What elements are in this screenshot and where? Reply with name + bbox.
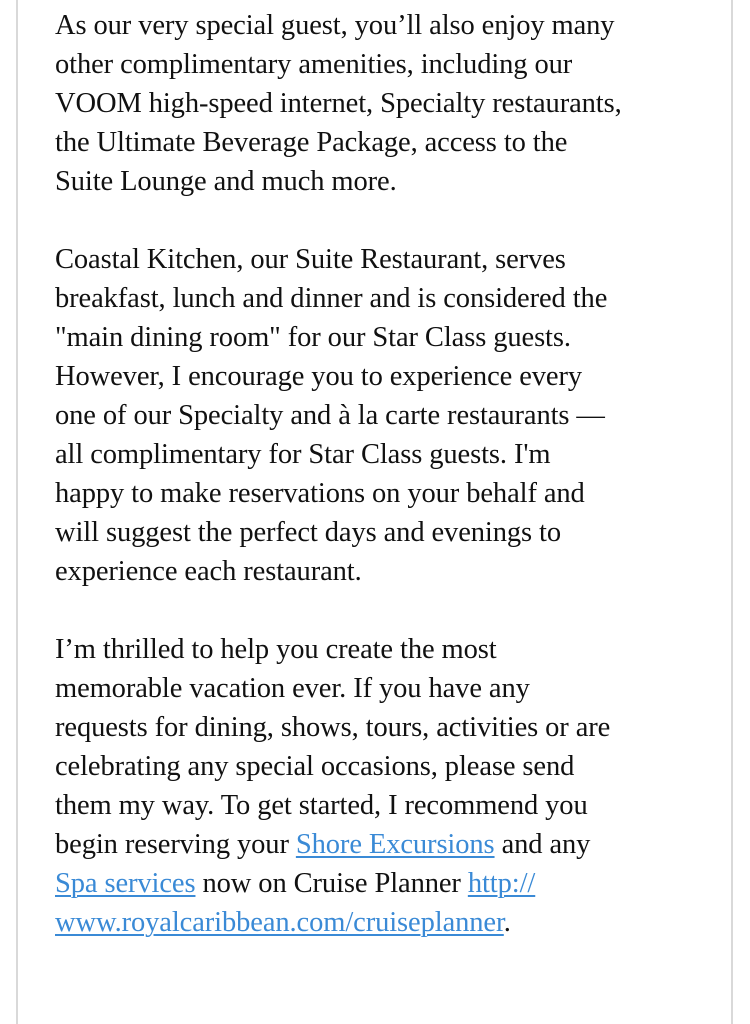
spa-services-link[interactable]: Spa services	[55, 868, 196, 899]
text-line: I’m thrilled to help you create the most	[55, 634, 497, 665]
text-line-cruise-planner-url	[55, 903, 715, 942]
text-line: will suggest the perfect days and evenings to	[55, 517, 561, 548]
paragraph-amenities	[55, 6, 715, 201]
text-line: VOOM high-speed internet, Specialty restaurants,	[55, 88, 622, 119]
email-message-content	[55, 6, 715, 981]
text-line: However, I encourage you to experience every	[55, 361, 582, 392]
text-segment: .	[503, 907, 511, 938]
right-border-rule	[731, 0, 733, 1024]
cruise-planner-url-link-part1[interactable]: http://	[467, 868, 536, 899]
text-line: one of our Specialty and à la carte restaurants —	[55, 400, 605, 431]
text-line: As our very special guest, you’ll also enjoy many	[55, 10, 615, 41]
text-line: happy to make reservations on your behalf and	[55, 478, 585, 509]
text-line: all complimentary for Star Class guests. I'm	[55, 439, 551, 470]
text-line: breakfast, lunch and dinner and is considered the	[55, 283, 608, 314]
text-line: Suite Lounge and much more.	[55, 166, 397, 197]
text-segment: now on Cruise Planner	[195, 868, 468, 899]
text-line: celebrating any special occasions, please send	[55, 751, 575, 782]
text-line-spa-services	[55, 864, 715, 903]
text-line: "main dining room" for our Star Class guests.	[55, 322, 571, 353]
text-line: memorable vacation ever. If you have any	[55, 673, 530, 704]
text-line: experience each restaurant.	[55, 556, 362, 587]
paragraph-planning	[55, 630, 715, 942]
paragraph-dining	[55, 240, 715, 591]
text-line: other complimentary amenities, including our	[55, 49, 573, 80]
left-border-rule	[16, 0, 18, 1024]
text-segment: begin reserving your	[55, 829, 296, 860]
text-line: Coastal Kitchen, our Suite Restaurant, serves	[55, 244, 566, 275]
text-line: them my way. To get started, I recommend you	[55, 790, 588, 821]
text-line-shore-excursions	[55, 825, 715, 864]
text-line: requests for dining, shows, tours, activities or are	[55, 712, 611, 743]
text-line: the Ultimate Beverage Package, access to the	[55, 127, 568, 158]
text-segment: and any	[494, 829, 591, 860]
cruise-planner-url-link-part2[interactable]: www.royalcaribbean.com/cruiseplanner	[55, 907, 504, 938]
shore-excursions-link[interactable]: Shore Excursions	[295, 829, 495, 860]
